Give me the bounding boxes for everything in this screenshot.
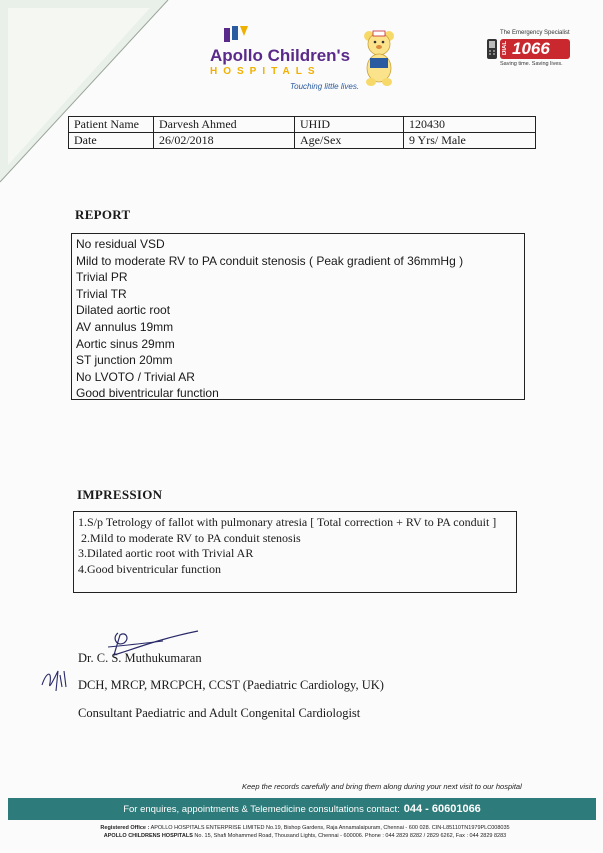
- report-line: Trivial TR: [76, 286, 127, 301]
- footer-address: [60, 824, 550, 840]
- contact-number: 044 - 60601066: [403, 803, 481, 815]
- logo-name: Apollo Children's: [210, 46, 351, 65]
- uhid-label: UHID: [295, 117, 404, 133]
- registered-office-text: APOLLO HOSPITALS ENTERPRISE LIMITED No.19, Bishop Gardens, Raja Annamalaipuram, Chennai - 600 028. CIN-L85110TN1979PLC008035: [150, 825, 510, 831]
- uhid-value: 120430: [404, 117, 536, 133]
- contact-text: For enquires, appointments & Telemedicine consultations contact:: [123, 803, 400, 815]
- doctor-qualifications: DCH, MRCP, MRCPCH, CCST (Paediatric Cardiology, UK): [78, 678, 384, 692]
- report-line: ST junction 20mm: [76, 353, 173, 368]
- folded-corner: [0, 0, 175, 185]
- report-line: Good biventricular function: [76, 386, 219, 401]
- report-line: Mild to moderate RV to PA conduit stenosis ( Peak gradient of 36mmHg ): [76, 253, 464, 268]
- apollo-logo-icon: [222, 24, 250, 46]
- dial-label: DIAL: [502, 41, 508, 55]
- impression-line: 3.Dilated aortic root with Trivial AR: [78, 546, 254, 560]
- report-line: Aortic sinus 29mm: [76, 336, 175, 351]
- dial-box: [500, 39, 570, 59]
- date-value: 26/02/2018: [154, 133, 295, 149]
- impression-line: 2.Mild to moderate RV to PA conduit stenosis: [78, 530, 301, 545]
- doctor-title: Consultant Paediatric and Adult Congenital Cardiologist: [78, 706, 361, 720]
- age-sex-label: Age/Sex: [295, 133, 404, 149]
- hospital-address-line: [60, 832, 550, 840]
- logo-subtitle: HOSPITALS: [210, 66, 321, 77]
- table-row: [69, 133, 536, 149]
- dial-number: 1066: [512, 39, 550, 58]
- impression-title: IMPRESSION: [77, 487, 163, 502]
- report-line: Dilated aortic root: [76, 303, 171, 318]
- doctor-name: Dr. C. S. Muthukumaran: [78, 651, 202, 665]
- impression-line: 4.Good biventricular function: [78, 561, 221, 576]
- hospital-address-text: No. 15, Shafi Mohammed Road, Thousand Lights, Chennai - 600006. Phone : 044 2829 8282 / 2829 6262, Fax : 044 2829 8283: [194, 833, 507, 839]
- registered-office-line: [60, 824, 550, 832]
- registered-office-label: Registered Office :: [100, 825, 150, 831]
- contact-bar: [8, 798, 596, 820]
- mobile-phone-icon: [486, 38, 498, 60]
- date-label: Date: [69, 133, 154, 149]
- report-line: AV annulus 19mm: [76, 319, 174, 334]
- age-sex-value: 9 Yrs/ Male: [404, 133, 536, 149]
- report-line: No residual VSD: [76, 237, 165, 251]
- keep-records-note: Keep the records carefully and bring them along during your next visit to our hospital: [242, 782, 522, 791]
- impression-box: [73, 511, 517, 593]
- patient-details-table: [68, 116, 536, 149]
- emergency-badge: [486, 30, 581, 80]
- emergency-subtitle: Saving time. Saving lives.: [500, 61, 563, 67]
- hospital-label: APOLLO CHILDRENS HOSPITALS: [103, 833, 193, 839]
- logo-tagline: Touching little lives.: [290, 82, 360, 91]
- report-box: [71, 233, 525, 400]
- report-title: REPORT: [75, 207, 131, 222]
- report-line: No LVOTO / Trivial AR: [76, 369, 195, 384]
- hospital-logo: [210, 22, 400, 97]
- patient-name-label: Patient Name: [69, 117, 154, 133]
- report-line: Trivial PR: [76, 270, 128, 285]
- table-row: [69, 117, 536, 133]
- emergency-title: The Emergency Specialist: [500, 30, 570, 36]
- impression-line: 1.S/p Tetrology of fallot with pulmonary atresia [ Total correction + RV to PA conduit ]: [78, 515, 497, 529]
- patient-name-value: Darvesh Ahmed: [154, 117, 295, 133]
- teddy-bear-mascot-icon: [360, 26, 398, 88]
